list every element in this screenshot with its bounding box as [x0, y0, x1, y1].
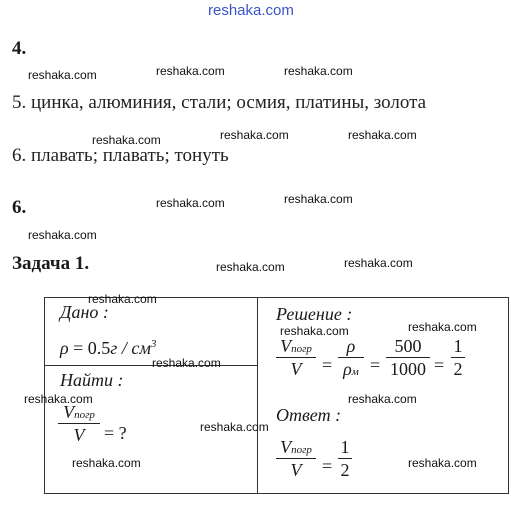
sol-f3-num: 500: [394, 336, 422, 356]
given-label: Дано :: [60, 302, 109, 322]
find-num-sub: погр: [74, 409, 95, 421]
sol-f2-den-sub: м: [351, 366, 359, 378]
ans-f2-num: 1: [340, 437, 350, 457]
solution-equals-3: =: [434, 355, 445, 375]
watermark: reshaka.com: [72, 456, 141, 470]
solution-equals-1: =: [322, 355, 333, 375]
ans-f1-den: V: [290, 460, 302, 480]
watermark: reshaka.com: [216, 260, 285, 274]
answer-equals: =: [322, 456, 333, 476]
given-equals: = 0.5: [73, 338, 111, 358]
solution-equals-2: =: [370, 355, 381, 375]
solution-fraction-3: [386, 337, 430, 378]
watermark: reshaka.com: [348, 392, 417, 406]
watermark: reshaka.com: [200, 420, 269, 434]
watermark: reshaka.com: [408, 456, 477, 470]
sol-f2-num: ρ: [346, 336, 356, 356]
watermark: reshaka.com: [220, 128, 289, 142]
rho-symbol: ρ: [60, 338, 69, 358]
watermark: reshaka.com: [408, 320, 477, 334]
unit-cm: см: [131, 338, 151, 358]
find-den-v: V: [73, 425, 85, 445]
sol-f3-den: 1000: [390, 359, 426, 379]
sol-f1-num: V: [280, 336, 292, 356]
given-density: [60, 338, 156, 359]
find-equals: = ?: [104, 423, 127, 443]
table-divider-vertical: [257, 297, 258, 494]
watermark: reshaka.com: [88, 292, 157, 306]
watermark: reshaka.com: [348, 128, 417, 142]
ans-f1-num-sub: погр: [291, 444, 312, 456]
solution-fraction-2: [338, 337, 364, 378]
answer-line-6: 6. плавать; плавать; тонуть: [12, 145, 229, 166]
watermark-top: reshaka.com: [208, 2, 294, 19]
unit-separator: /: [117, 338, 132, 358]
solution-label: Решение :: [276, 304, 353, 324]
answer-fraction-2: [338, 438, 352, 479]
watermark: reshaka.com: [92, 133, 161, 147]
watermark: reshaka.com: [156, 196, 225, 210]
table-divider-horizontal: [44, 365, 258, 366]
answer-label: Ответ :: [276, 405, 342, 425]
watermark: reshaka.com: [344, 256, 413, 270]
answer-line-5: 5. цинка, алюминия, стали; осмия, платины, золота: [12, 92, 427, 113]
sol-f4-num: 1: [453, 336, 463, 356]
unit-power: 3: [150, 338, 157, 350]
watermark: reshaka.com: [152, 356, 221, 370]
find-fraction: [58, 403, 100, 444]
sol-f1-num-sub: погр: [291, 343, 312, 355]
watermark: reshaka.com: [284, 64, 353, 78]
sol-f4-den: 2: [453, 359, 463, 379]
ans-f1-num: V: [280, 437, 292, 457]
task-title: Задача 1.: [12, 253, 90, 274]
item-number-6: 6.: [12, 197, 27, 218]
find-num-v: V: [63, 402, 75, 422]
watermark: reshaka.com: [284, 192, 353, 206]
sol-f1-den: V: [290, 359, 302, 379]
watermark: reshaka.com: [28, 68, 97, 82]
watermark: reshaka.com: [280, 324, 349, 338]
item-number-4: 4.: [12, 38, 27, 59]
watermark: reshaka.com: [24, 392, 93, 406]
answer-fraction-1: [276, 438, 316, 479]
solution-fraction-1: [276, 337, 316, 378]
find-label: Найти :: [60, 370, 124, 390]
solution-fraction-4: [451, 337, 465, 378]
watermark: reshaka.com: [28, 228, 97, 242]
watermark: reshaka.com: [156, 64, 225, 78]
ans-f2-den: 2: [340, 460, 350, 480]
sol-f2-den: ρ: [343, 359, 352, 379]
unit-gram: г: [110, 338, 118, 358]
